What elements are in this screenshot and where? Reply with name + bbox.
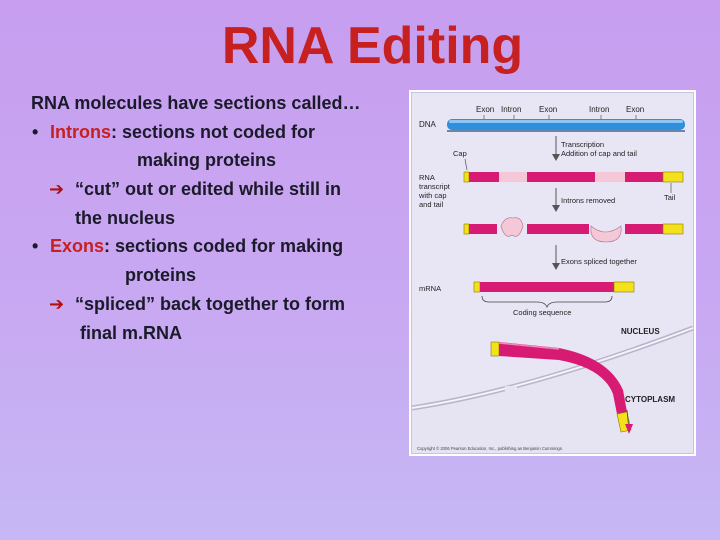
mrna-label: mRNA — [419, 284, 442, 293]
tail-label: Tail — [664, 193, 676, 202]
rna-label-3: with cap — [419, 191, 447, 200]
intro-line: RNA molecules have sections called… — [31, 93, 361, 113]
exons-arrow-line — [31, 290, 416, 319]
exons-bullet-line — [31, 232, 416, 261]
coding-sequence-label: Coding sequence — [513, 308, 572, 317]
introns-bullet-line — [31, 118, 416, 147]
nuclear-pore — [505, 386, 517, 400]
transcription-label: Transcription — [561, 140, 605, 149]
mrna-strand — [474, 282, 634, 292]
dna-label: DNA — [419, 120, 436, 129]
slide-title: RNA Editing — [221, 17, 524, 75]
label-exon-3: Exon — [626, 105, 645, 114]
label-intron-1: Intron — [501, 105, 522, 114]
exons-spliced-text: “spliced” back together to form — [75, 293, 346, 314]
introns-arrow-line — [31, 175, 416, 204]
cap-label: Cap — [453, 149, 467, 158]
arrow-icon: ➔ — [49, 179, 65, 200]
label-intron-2: Intron — [589, 105, 610, 114]
rna-label-4: and tail — [419, 200, 444, 209]
introns-cut-text: “cut” out or edited while still in — [75, 179, 342, 200]
bullet: • — [32, 236, 39, 257]
introns-removed-label: Introns removed — [561, 196, 616, 205]
exons-definition: : sections coded for making — [104, 236, 344, 257]
rna-splicing-figure — [409, 90, 696, 456]
label-exon-2: Exon — [539, 105, 558, 114]
cytoplasm-label: CYTOPLASM — [625, 395, 676, 404]
introns-cut-text-cont: the nucleus — [75, 207, 176, 228]
copyright-line: Copyright © 2006 Pearson Education, Inc., publishing as Benjamin Cummings. — [417, 446, 564, 451]
exons-definition-cont: proteins — [125, 265, 197, 286]
rna-transcript — [464, 172, 683, 182]
exons-spliced-label: Exons spliced together — [561, 257, 637, 266]
label-exon-1: Exon — [476, 105, 495, 114]
rna-label-2: transcript — [419, 182, 450, 191]
nucleus-label: NUCLEUS — [621, 327, 660, 336]
rna-label-1: RNA — [419, 173, 435, 182]
arrow-icon: ➔ — [49, 293, 65, 314]
exons-spliced-text-cont: final m.RNA — [80, 322, 183, 343]
introns-definition: : sections not coded for — [111, 121, 316, 142]
bullet: • — [32, 121, 39, 142]
addition-label: Addition of cap and tail — [561, 149, 637, 158]
introns-definition-cont: making proteins — [137, 150, 277, 171]
body-text — [31, 89, 416, 347]
exons-term: Exons — [50, 236, 105, 257]
nucleus-region — [412, 93, 693, 408]
introns-term: Introns — [50, 121, 111, 142]
splicing-diagram — [409, 90, 696, 456]
